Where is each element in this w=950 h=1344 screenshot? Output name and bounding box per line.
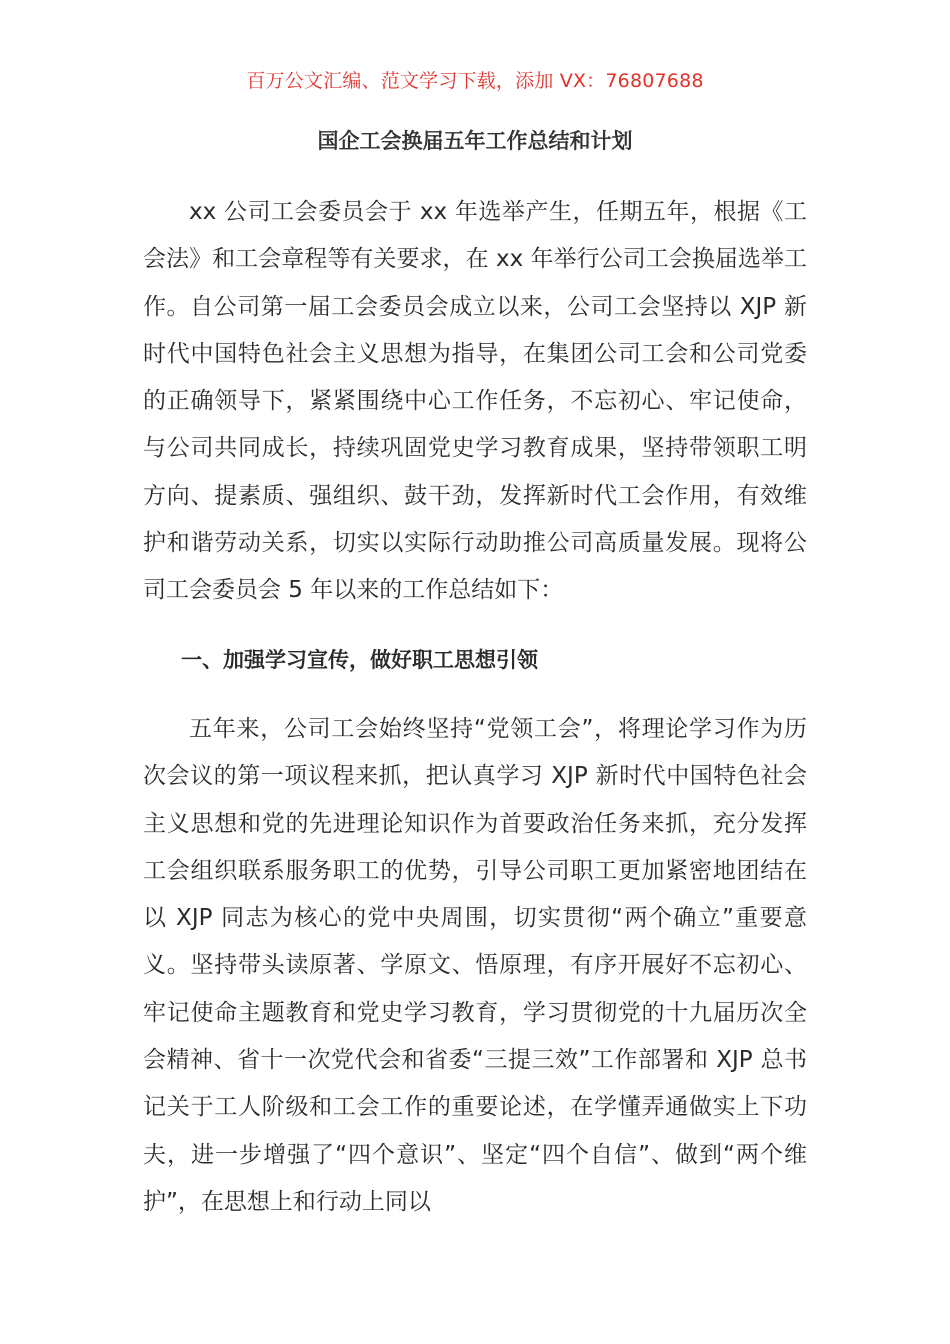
section-heading-block: [143, 638, 807, 682]
paragraph-intro: xx 公司工会委员会于 xx 年选举产生，任期五年，根据《工会法》和工会章程等有关要求，在 xx 年举行公司工会换届选举工作。自公司第一届工会委员会成立以来，公司工会坚持以 XJP 新时代中国特色社会主义思想为指导，在集团公司工会和公司党委的正确领导下，紧紧围绕中心工作任务，不忘初心、牢记使命，与公司共同成长，持续巩固党史学习教育成果，坚持带领职工明方向、提素质、强组织、鼓干劲，发挥新时代工会作用，有效维护和谐劳动关系，切实以实际行动助推公司高质量发展。现将公司工会委员会 5 年以来的工作总结如下：: [143, 199, 807, 604]
header-note: 百万公文汇编、范文学习下载，添加 VX：76807688: [246, 70, 704, 92]
section-heading: 一、加强学习宣传，做好职工思想引领: [181, 648, 538, 672]
paragraph-section-one: 五年来，公司工会始终坚持“党领工会”，将理论学习作为历次会议的第一项议程来抓，把认真学习 XJP 新时代中国特色社会主义思想和党的先进理论知识作为首要政治任务来抓，充分发挥工会组织联系服务职工的优势，引导公司职工更加紧密地团结在以 XJP 同志为核心的党中央周围，切实贯彻“两个确立”重要意义。坚持带头读原著、学原文、悟原理，有序开展好不忘初心、牢记使命主题教育和党史学习教育，学习贯彻党的十九届历次全会精神、省十一次党代会和省委“三提三效”工作部署和 XJP 总书记关于工人阶级和工会工作的重要论述，在学懂弄通做实上下功夫，进一步增强了“四个意识”、坚定“四个自信”、做到“两个维护”，在思想上和行动上同以: [143, 716, 807, 1215]
document-title: 国企工会换届五年工作总结和计划: [317, 129, 633, 153]
paragraph-section-one-block: [143, 706, 807, 1226]
paragraph-intro-block: [143, 189, 807, 615]
